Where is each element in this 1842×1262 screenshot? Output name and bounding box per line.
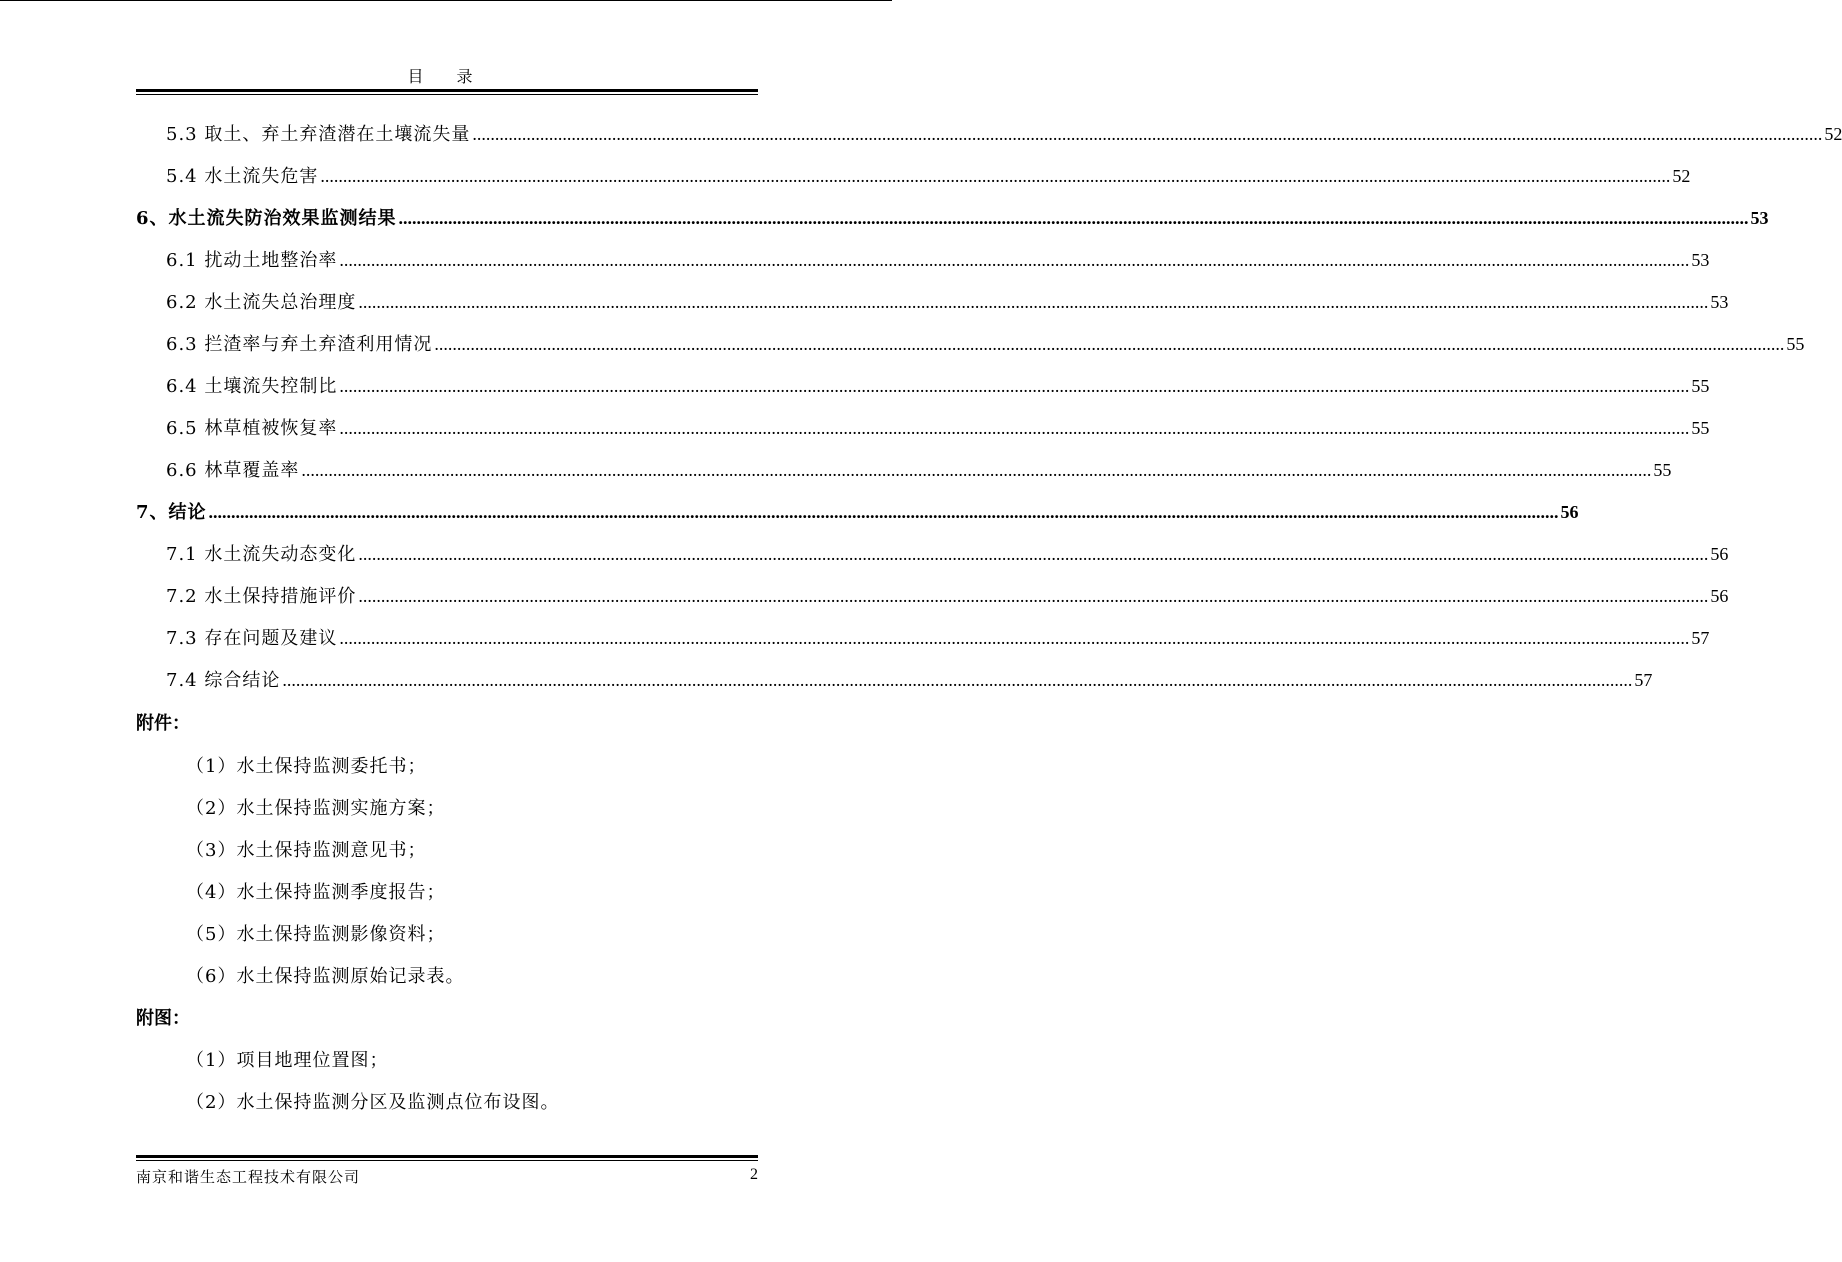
toc-entry-label: 6.4 土壤流失控制比 (166, 376, 338, 397)
figure-item: （1）项目地理位置图； (186, 1050, 389, 1071)
toc-entry-label: 6.5 林草植被恢复率 (166, 418, 338, 439)
toc-leader-dots: ............................................................................................................................................................................................................................................................................................................ (339, 376, 1690, 396)
toc-entry[interactable] (166, 121, 1842, 147)
toc-entry[interactable] (166, 457, 1672, 483)
toc-leader-dots: ............................................................................................................................................................................................................................................................................................................ (339, 250, 1690, 270)
toc-entry[interactable] (166, 163, 1691, 189)
toc-leader-dots: ............................................................................................................................................................................................................................................................................................................ (282, 670, 1633, 690)
header-rule-thin (136, 94, 758, 95)
attachments-heading: 附件： (136, 713, 190, 734)
toc-entry-page: 56 (1710, 544, 1729, 564)
toc-leader-dots: ............................................................................................................................................................................................................................................................................................................ (208, 502, 1559, 522)
toc-entry[interactable] (166, 247, 1710, 273)
toc-entry[interactable] (166, 373, 1710, 399)
toc-entry-page: 52 (1824, 124, 1842, 144)
figure-item: （2）水土保持监测分区及监测点位布设图。 (186, 1092, 560, 1113)
toc-leader-dots: ............................................................................................................................................................................................................................................................................................................ (339, 418, 1690, 438)
toc-entry[interactable] (166, 667, 1653, 693)
toc-entry-page: 57 (1691, 628, 1710, 648)
attachment-item: （2）水土保持监测实施方案； (186, 798, 446, 819)
toc-entry-label: 7.4 综合结论 (166, 670, 281, 691)
figures-heading: 附图： (136, 1008, 190, 1029)
toc-entry-page: 53 (1750, 208, 1769, 228)
toc-entry-label: 6.2 水土流失总治理度 (166, 292, 357, 313)
toc-entry-label: 5.4 水土流失危害 (166, 166, 319, 187)
toc-leader-dots: ............................................................................................................................................................................................................................................................................................................ (320, 166, 1671, 186)
page-top-border (0, 0, 892, 1)
footer-company-name: 南京和谐生态工程技术有限公司 (136, 1168, 361, 1186)
toc-leader-dots: ............................................................................................................................................................................................................................................................................................................ (339, 628, 1690, 648)
toc-entry-page: 56 (1560, 502, 1579, 522)
toc-entry-label: 7.1 水土流失动态变化 (166, 544, 357, 565)
toc-leader-dots: ............................................................................................................................................................................................................................................................................................................ (358, 586, 1709, 606)
toc-entry-label: 6.6 林草覆盖率 (166, 460, 300, 481)
toc-leader-dots: ............................................................................................................................................................................................................................................................................................................ (358, 292, 1709, 312)
toc-entry[interactable] (166, 415, 1710, 441)
toc-entry-label: 7、结论 (136, 502, 207, 523)
footer-rule-thick (136, 1155, 758, 1158)
toc-entry[interactable] (166, 625, 1710, 651)
toc-leader-dots: ............................................................................................................................................................................................................................................................................................................ (301, 460, 1652, 480)
attachment-item: （5）水土保持监测影像资料； (186, 924, 446, 945)
toc-leader-dots: ............................................................................................................................................................................................................................................................................................................ (472, 124, 1823, 144)
toc-entry-page: 56 (1710, 586, 1729, 606)
attachment-item: （4）水土保持监测季度报告； (186, 882, 446, 903)
toc-entry-label: 6.1 扰动土地整治率 (166, 250, 338, 271)
toc-entry-page: 55 (1691, 376, 1710, 396)
toc-entry-label: 6.3 拦渣率与弃土弃渣利用情况 (166, 334, 433, 355)
toc-chapter-entry[interactable] (136, 499, 1579, 525)
toc-chapter-entry[interactable] (136, 205, 1769, 231)
toc-entry-page: 55 (1653, 460, 1672, 480)
toc-entry[interactable] (166, 583, 1729, 609)
toc-entry-page: 55 (1691, 418, 1710, 438)
toc-entry[interactable] (166, 289, 1729, 315)
page-header-title: 目 录 (407, 67, 487, 86)
toc-entry-page: 53 (1691, 250, 1710, 270)
footer-page-number: 2 (750, 1166, 758, 1183)
attachment-item: （1）水土保持监测委托书； (186, 756, 427, 777)
toc-entry[interactable] (166, 331, 1805, 357)
header-rule-thick (136, 89, 758, 92)
toc-entry-label: 5.3 取土、弃土弃渣潜在土壤流失量 (166, 124, 471, 145)
toc-leader-dots: ............................................................................................................................................................................................................................................................................................................ (358, 544, 1709, 564)
toc-entry-label: 7.3 存在问题及建议 (166, 628, 338, 649)
toc-leader-dots: ............................................................................................................................................................................................................................................................................................................ (434, 334, 1785, 354)
toc-entry[interactable] (166, 541, 1729, 567)
toc-entry-page: 53 (1710, 292, 1729, 312)
toc-entry-page: 55 (1786, 334, 1805, 354)
toc-entry-page: 57 (1634, 670, 1653, 690)
attachment-item: （3）水土保持监测意见书； (186, 840, 427, 861)
footer-rule-thin (136, 1160, 758, 1161)
attachment-item: （6）水土保持监测原始记录表。 (186, 966, 465, 987)
toc-entry-label: 6、水土流失防治效果监测结果 (136, 208, 397, 229)
toc-leader-dots: ............................................................................................................................................................................................................................................................................................................ (398, 208, 1749, 228)
toc-entry-label: 7.2 水土保持措施评价 (166, 586, 357, 607)
toc-entry-page: 52 (1672, 166, 1691, 186)
